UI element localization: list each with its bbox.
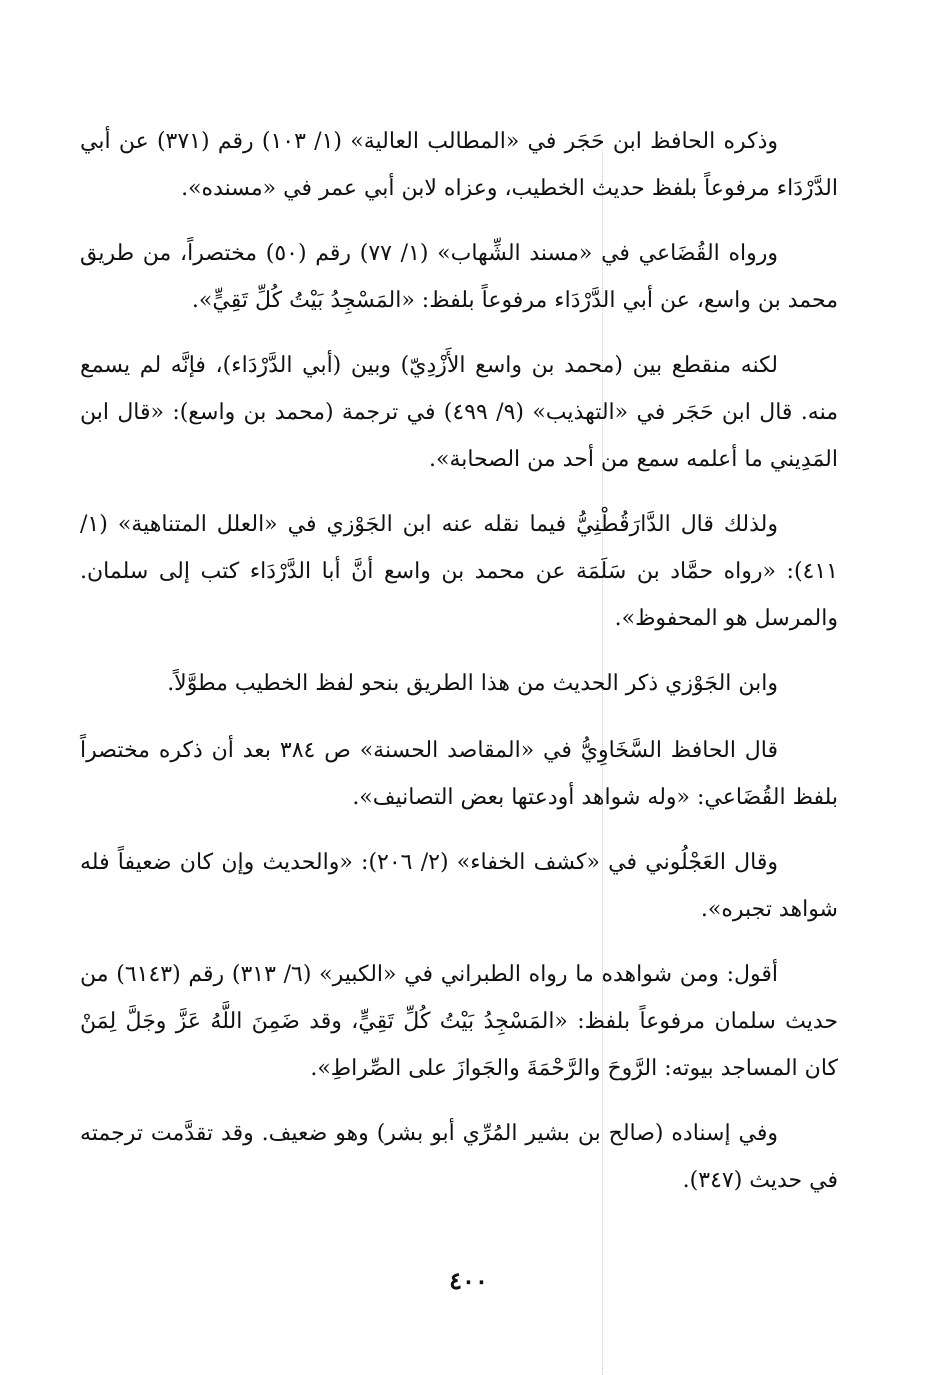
body-text xyxy=(80,118,838,1222)
paragraph-8: أقول: ومن شواهده ما رواه الطبراني في «الكبير» (٦/ ٣١٣) رقم (٦١٤٣) من حديث سلمان مرفوعاً بلفظ: «المَسْجِدُ بَيْتُ كُلِّ تَقِيٍّ، وقد ضَمِنَ اللَّهُ عَزَّ وجَلَّ لِمَنْ كان المساجد بيوته: الرَّوحَ والرَّحْمَةَ والجَوازَ على الصِّراطِ». xyxy=(80,962,838,1081)
paragraph-6: قال الحافظ السَّخَاوِيُّ في «المقاصد الحسنة» ص ٣٨٤ بعد أن ذكره مختصراً بلفظ القُضَاعي: «وله شواهد أودعتها بعض التصانيف». xyxy=(80,738,838,810)
paragraph-3: لكنه منقطع بين (محمد بن واسع الأَزْدِيّ) وبين (أبي الدَّرْدَاء)، فإنَّه لم يسمع منه. قال ابن حَجَر في «التهذيب» (٩/ ٤٩٩) في ترجمة (محمد بن واسع): «قال ابن المَدِيني ما أعلمه سمع من أحد من الصحابة». xyxy=(80,353,838,472)
paragraph-5: وابن الجَوْزي ذكر الحديث من هذا الطريق بنحو لفظ الخطيب مطوَّلاً. xyxy=(167,671,778,696)
paragraph-4: ولذلك قال الدَّارَقُطْنِيُّ فيما نقله عنه ابن الجَوْزي في «العلل المتناهية» (١/ ٤١١): «رواه حمَّاد بن سَلَمَة عن محمد بن واسع أنَّ أبا الدَّرْدَاء كتب إلى سلمان. والمرسل هو المحفوظ». xyxy=(80,512,838,631)
page-number: ٤٠٠ xyxy=(449,1266,488,1295)
paragraph-9: وفي إسناده (صالح بن بشير المُرِّي أبو بشر) وهو ضعيف. وقد تقدَّمت ترجمته في حديث (٣٤٧). xyxy=(80,1121,838,1193)
paragraph-7: وقال العَجْلُوني في «كشف الخفاء» (٢/ ٢٠٦): «والحديث وإن كان ضعيفاً فله شواهد تجبره». xyxy=(80,850,838,922)
paragraph-1: وذكره الحافظ ابن حَجَر في «المطالب العالية» (١/ ١٠٣) رقم (٣٧١) عن أبي الدَّرْدَاء مرفوعاً بلفظ حديث الخطيب، وعزاه لابن أبي عمر في «مسنده». xyxy=(80,129,838,201)
paragraph-2: ورواه القُضَاعي في «مسند الشِّهاب» (١/ ٧٧) رقم (٥٠) مختصراً، من طريق محمد بن واسع، عن أبي الدَّرْدَاء مرفوعاً بلفظ: «المَسْجِدُ بَيْتُ كُلِّ تَقِيٍّ». xyxy=(80,241,838,313)
